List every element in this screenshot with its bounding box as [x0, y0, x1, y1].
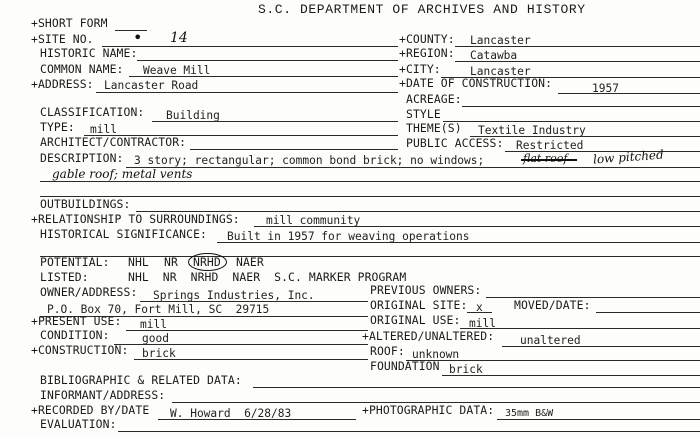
description-typed: 3 story; rectangular; common bond brick; no windows; [134, 154, 485, 167]
public-access-value: Restricted [516, 139, 584, 152]
recorded-label: +RECORDED BY/DATE [31, 403, 150, 417]
outbuildings-label: OUTBUILDINGS: [40, 197, 131, 211]
architect-label: ARCHITECT/CONTRACTOR: [40, 135, 187, 149]
present-use-value: mill [140, 318, 167, 331]
potential-nrhd: NRHD [193, 255, 221, 269]
common-name-value: Weave Mill [143, 64, 211, 77]
present-use-label: +PRESENT USE: [31, 314, 122, 328]
description-line-1 [126, 167, 700, 168]
altered-label: +ALTERED/UNALTERED: [362, 329, 495, 343]
potential-label: POTENTIAL: [40, 255, 110, 269]
description-handwritten-1: low pitched [592, 147, 665, 167]
potential-nrhd-circle [188, 253, 227, 271]
roof-line [406, 360, 700, 361]
acreage-label: ACREAGE: [406, 92, 462, 106]
acreage-line [462, 106, 700, 107]
site-no-value: 14 [170, 30, 188, 46]
county-value: Lancaster [470, 34, 531, 47]
original-use-value: mill [469, 317, 496, 330]
relationship-line [254, 226, 700, 227]
original-site-label: ORIGINAL SITE: [370, 298, 468, 312]
significance-line [217, 242, 700, 243]
significance-value: Built in 1957 for weaving operations [227, 230, 470, 243]
owner-value-2: P.O. Box 70, Fort Mill, SC 29715 [47, 303, 270, 316]
evaluation-label: EVALUATION: [40, 417, 117, 431]
form-title: S.C. DEPARTMENT OF ARCHIVES AND HISTORY [258, 2, 586, 17]
public-access-label: PUBLIC ACCESS: [406, 136, 504, 150]
themes-line [470, 136, 700, 137]
relationship-label: +RELATIONSHIP TO SURROUNDINGS: [31, 212, 240, 226]
short-form-label: +SHORT FORM [31, 16, 108, 30]
moved-date-line [596, 312, 700, 313]
classification-label: CLASSIFICATION: [40, 105, 145, 119]
address-label: +ADDRESS: [31, 77, 94, 91]
address-value: Lancaster Road [104, 79, 199, 92]
previous-owners-label: PREVIOUS OWNERS: [370, 283, 482, 297]
listed-options: NHL NR NRHD NAER S.C. MARKER PROGRAM [128, 270, 407, 284]
significance-label: HISTORICAL SIGNIFICANCE: [40, 227, 207, 241]
common-name-label: COMMON NAME: [40, 62, 124, 76]
region-value: Catawba [470, 49, 518, 62]
informant-label: INFORMANT/ADDRESS: [40, 388, 166, 402]
site-no-line [102, 46, 398, 47]
construction-value: brick [142, 347, 176, 360]
description-line-3 [40, 196, 700, 197]
owner-line [140, 301, 368, 302]
original-use-label: ORIGINAL USE: [370, 313, 461, 327]
roof-value: unknown [412, 348, 460, 361]
photographic-value: 35mm B&W [505, 408, 554, 419]
classification-line [152, 121, 398, 122]
owner-value: Springs Industries, Inc. [153, 289, 315, 302]
style-line [443, 121, 700, 122]
common-name-line [129, 76, 398, 77]
relationship-value: mill community [266, 214, 361, 227]
recorded-value: W. Howard 6/28/83 [170, 407, 292, 420]
themes-label: THEME(S) [406, 121, 462, 135]
photographic-label: +PHOTOGRAPHIC DATA: [362, 403, 495, 417]
foundation-value: brick [449, 363, 483, 376]
date-label: +DATE OF CONSTRUCTION: [399, 76, 553, 90]
original-site-value: x [476, 301, 483, 314]
date-line [558, 93, 700, 94]
moved-date-label: MOVED/DATE: [514, 298, 591, 312]
site-no-dot: • [133, 28, 143, 47]
historic-name-line [137, 60, 398, 61]
potential-naer: NAER [236, 255, 264, 269]
owner-label: OWNER/ADDRESS: [40, 285, 138, 299]
date-value: 1957 [592, 82, 619, 95]
altered-line [502, 346, 700, 347]
altered-value: unaltered [520, 334, 581, 347]
architect-line [190, 149, 398, 150]
foundation-label: FOUNDATION [370, 359, 440, 373]
potential-nr: NR [164, 255, 178, 269]
classification-value: Building [166, 109, 220, 122]
bibliographic-label: BIBLIOGRAPHIC & RELATED DATA: [40, 373, 242, 387]
type-label: TYPE: [40, 120, 75, 134]
region-label: +REGION: [399, 46, 455, 60]
address-line [96, 92, 398, 93]
condition-line [114, 344, 368, 345]
roof-label: ROOF: [370, 344, 405, 358]
city-label: +CITY: [399, 62, 441, 76]
potential-nhl: NHL [128, 255, 149, 269]
construction-label: +CONSTRUCTION: [31, 343, 129, 357]
photographic-line [497, 419, 700, 420]
historic-name-label: HISTORIC NAME: [40, 46, 138, 60]
present-use-line [126, 330, 368, 331]
site-no-label: +SITE NO. [31, 32, 94, 46]
bibliographic-line [253, 387, 700, 388]
condition-value: good [142, 332, 169, 345]
description-label: DESCRIPTION: [40, 151, 124, 165]
region-line [455, 61, 700, 62]
recorded-line [158, 419, 356, 420]
description-handwritten-2: gable roof; metal vents [52, 167, 193, 181]
evaluation-line [118, 431, 700, 432]
type-value: mill [90, 123, 117, 136]
listed-label: LISTED: [40, 270, 89, 284]
original-use-line [460, 328, 700, 329]
description-struck: flat roof [523, 152, 568, 165]
original-site-line [467, 312, 492, 313]
condition-label: CONDITION: [40, 328, 110, 342]
county-line [455, 46, 700, 47]
style-label: STYLE [406, 107, 441, 121]
description-line-2 [40, 181, 700, 182]
themes-value: Textile Industry [478, 124, 586, 137]
city-value: Lancaster [470, 65, 531, 78]
foundation-line [442, 375, 700, 376]
description-strike-mark [521, 159, 577, 161]
construction-line [134, 359, 368, 360]
county-label: +COUNTY: [399, 32, 455, 46]
